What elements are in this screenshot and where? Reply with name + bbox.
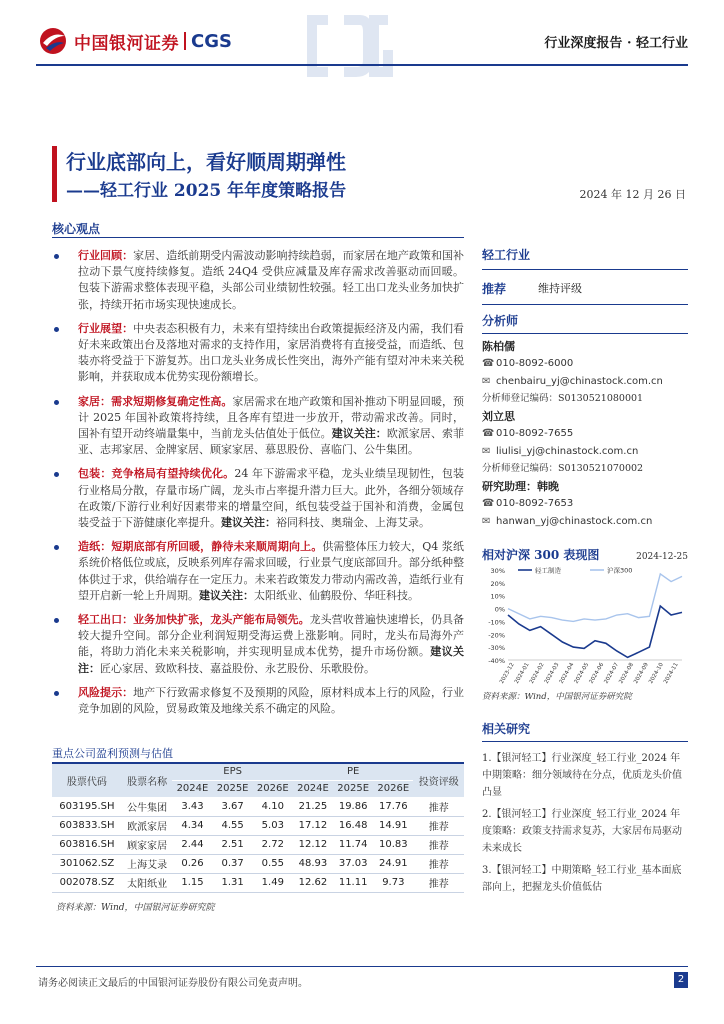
core-views-label: 核心观点 — [52, 222, 101, 236]
x-tick-label: 2023-12 — [499, 662, 516, 685]
table-title: 重点公司盈利预测与估值 — [52, 747, 173, 760]
y-tick-label: -20% — [488, 631, 505, 640]
cell-value: 19.86 — [333, 797, 373, 816]
cell-value: 2.51 — [213, 835, 253, 854]
cell-code: 301062.SZ — [52, 854, 122, 873]
col-header-year: 2026E — [253, 780, 293, 797]
report-title: 行业底部向上，看好顺周期弹性 — [66, 150, 346, 174]
panel-divider — [482, 333, 688, 334]
analyst-phone — [482, 424, 688, 442]
related-link[interactable]: 3.【银河轻工】中期策略_轻工行业_基本面底部向上，把握龙头价值低估 — [482, 865, 682, 893]
chart-title: 相对沪深 300 表现图 — [482, 548, 600, 562]
analyst-name: 陈柏儒 — [482, 340, 515, 353]
bullet-text: 24 年下游需求平稳，龙头业绩呈现韧性，包装行业格局分散，存量市场广阔，龙头市占率提升潜力巨大。此外，各细分领域存在政策/下游行业利好因素带来的增量空间，纸包装受益于国补和消费，金属包装受益于下游健康化率提升。 — [78, 467, 465, 530]
cell-value: 5.03 — [253, 816, 293, 835]
col-header-year: 2025E — [213, 780, 253, 797]
rating-row — [482, 276, 688, 300]
bullet-heading: 包装：竞争格局有望持续优化。 — [78, 467, 235, 481]
list-item — [52, 612, 464, 677]
list-item — [52, 685, 464, 717]
analyst-cert — [482, 460, 688, 476]
cell-value: 4.55 — [213, 816, 253, 835]
cell-code: 603195.SH — [52, 797, 122, 816]
table-row — [52, 816, 464, 835]
bullet-dot-icon — [54, 254, 59, 259]
y-tick-label: 0% — [494, 605, 505, 614]
cell-value: 37.03 — [333, 854, 373, 873]
cell-value: 0.37 — [213, 854, 253, 873]
brand-logo — [38, 26, 232, 56]
bullet-tail: 裕同科技、奥瑞金、上海艾录。 — [276, 516, 430, 530]
bullet-text: 龙头营收普遍快速增长，仍具备较大提升空间。部分企业利润短期受海运费上涨影响。同时，龙头布局海外产能，将助力消化未来关税影响，并实现明显成本优势，提升市场份额。 — [78, 613, 465, 659]
bullet-emphasis: 建议关注： — [221, 516, 276, 530]
series-line-hs300 — [508, 574, 682, 622]
report-subtitle: ——轻工行业 2025 年年度策略报告 — [66, 181, 347, 201]
bullet-text: 地产下行致需求修复不及预期的风险，原材料成本上行的风险，行业竞争加剧的风险，贸易政策及地缘关系不确定的风险。 — [78, 685, 465, 716]
table-row — [52, 854, 464, 873]
panel-divider — [482, 304, 688, 305]
section-divider — [52, 237, 464, 238]
col-header-pe: PE — [293, 763, 414, 780]
footer-divider — [36, 966, 688, 967]
assistant-email[interactable] — [482, 512, 688, 530]
related-title: 相关研究 — [482, 722, 531, 736]
legend-label: 沪深300 — [607, 566, 633, 575]
bullet-text: 供需整体压力较大，Q4 浆纸系统价格低位或底，反映系列库存需求回暖，行业景气度底部回升。部分纸种整体供过于求，供给端存在一定压力。未来若政策发力带动内需改善，造纸行业有望开启新一轮上升周期。 — [78, 540, 465, 602]
cell-value: 17.12 — [293, 816, 333, 835]
phone-icon: ☎ — [482, 357, 495, 369]
cert-label: 分析师登记编码： — [482, 463, 559, 474]
mail-icon: ✉ — [482, 375, 491, 387]
email-text[interactable]: liulisi_yj@chinastock.com.cn — [496, 445, 639, 457]
title-accent-bar — [52, 146, 57, 202]
bullet-dot-icon — [54, 691, 59, 696]
rating-value: 维持评级 — [538, 282, 582, 295]
x-tick-label: 2024-11 — [663, 662, 680, 685]
col-header-year: 2024E — [293, 780, 333, 797]
bullet-heading: 造纸：短期底部有所回暖，静待未来顺周期向上。 — [78, 540, 323, 554]
cell-value: 21.25 — [293, 797, 333, 816]
bullet-tail: 太阳纸业、仙鹤股份、华旺科技。 — [254, 588, 419, 602]
related-research-panel — [482, 720, 688, 901]
list-item — [52, 321, 464, 386]
assistant-phone — [482, 494, 688, 512]
col-header-year: 2024E — [172, 780, 212, 797]
cell-value: 4.34 — [172, 816, 212, 835]
cell-value: 0.55 — [253, 854, 293, 873]
col-header-rating: 投资评级 — [413, 763, 464, 797]
cell-name: 太阳纸业 — [122, 873, 173, 892]
cell-name: 欧派家居 — [122, 816, 173, 835]
cell-value: 16.48 — [333, 816, 373, 835]
list-item — [52, 394, 464, 459]
footer-disclaimer: 请务必阅读正文最后的中国银河证券股份有限公司免责声明。 — [38, 978, 308, 989]
legend-label: 轻工制造 — [535, 566, 561, 575]
analyst-email[interactable] — [482, 442, 688, 460]
bullet-emphasis: 建议关注： — [331, 427, 387, 441]
relative-performance-chart — [482, 562, 688, 686]
cell-name: 上海艾录 — [122, 854, 173, 873]
cell-rating: 推荐 — [413, 816, 464, 835]
col-header-year: 2026E — [373, 780, 413, 797]
bullet-emphasis: 建议关注： — [78, 645, 465, 675]
report-type: 行业深度报告 · 轻工行业 — [544, 36, 688, 51]
bullet-heading: 行业回顾： — [78, 249, 134, 262]
x-tick-label: 2024-05 — [573, 662, 591, 685]
phone-text: 010-8092-6000 — [496, 357, 574, 369]
brand-divider — [184, 32, 186, 50]
bullet-emphasis: 建议关注： — [199, 588, 254, 602]
cell-rating: 推荐 — [413, 873, 464, 892]
series-line-light-industry — [508, 606, 682, 657]
cell-value: 11.74 — [333, 835, 373, 854]
cell-value: 12.12 — [293, 835, 333, 854]
rating-label: 推荐 — [482, 281, 507, 296]
bullet-dot-icon — [54, 472, 59, 477]
bullet-heading: 风险提示： — [78, 685, 134, 699]
cell-code: 603816.SH — [52, 835, 122, 854]
report-date: 2024 年 12 月 26 日 — [579, 188, 686, 201]
cell-value: 4.10 — [253, 797, 293, 816]
cell-name: 顾家家居 — [122, 835, 173, 854]
cert-label: 分析师登记编码： — [482, 393, 559, 404]
cell-value: 3.43 — [172, 797, 212, 816]
bullet-dot-icon — [54, 327, 59, 332]
core-views-list — [52, 248, 464, 725]
phone-text: 010-8092-7655 — [496, 427, 574, 439]
analyst-email[interactable] — [482, 372, 688, 390]
chart-header — [482, 546, 688, 563]
cell-value: 17.76 — [373, 797, 413, 816]
y-tick-label: -40% — [488, 657, 505, 665]
bullet-text: 家居需求在地产政策和国补推动下明显回暖，预计 2025 年国补政策将持续，且各库有望进一步放开，带动需求改善。同时，国补有望开动终端量集中，当前龙头估值处于低位。 — [78, 394, 465, 441]
assistant-row — [482, 478, 688, 494]
industry-rating-panel — [482, 246, 688, 305]
bullet-dot-icon — [54, 618, 59, 623]
chart-source: 资料来源：Wind，中国银河证券研究院 — [482, 692, 632, 702]
cell-value: 11.11 — [333, 873, 373, 892]
chart-title-row — [482, 546, 688, 563]
table-row — [52, 873, 464, 892]
cell-value: 2.44 — [172, 835, 212, 854]
cell-value: 1.49 — [253, 873, 293, 892]
header-divider — [36, 64, 688, 66]
cell-rating: 推荐 — [413, 854, 464, 873]
cell-value: 12.62 — [293, 873, 333, 892]
cell-value: 1.15 — [172, 873, 212, 892]
panel-divider — [482, 741, 688, 742]
analyst-name: 刘立思 — [482, 410, 515, 423]
y-tick-label: -10% — [488, 618, 505, 627]
col-header-name: 股票名称 — [122, 763, 173, 797]
related-list — [482, 750, 688, 896]
x-tick-label: 2024-10 — [648, 662, 665, 685]
col-header-year: 2025E — [333, 780, 373, 797]
bullet-dot-icon — [54, 545, 59, 550]
cell-value: 24.91 — [373, 854, 413, 873]
analyst-cert — [482, 390, 688, 406]
chart-date: 2024-12-25 — [636, 552, 688, 562]
list-item — [52, 539, 464, 604]
phone-icon: ☎ — [482, 497, 495, 509]
brand-name-en: CGS — [191, 30, 232, 52]
x-tick-label: 2024-09 — [633, 662, 650, 685]
bullet-tail: 欧派家居、索菲亚、志邦家居、金牌家居、顾家家居、慕思股份、喜临门、公牛集团。 — [78, 427, 465, 457]
analyst-phone — [482, 354, 688, 372]
cell-value: 0.26 — [172, 854, 212, 873]
earnings-forecast-table — [52, 762, 464, 893]
x-tick-label: 2024-08 — [618, 662, 636, 685]
cell-code: 002078.SZ — [52, 873, 122, 892]
related-link[interactable]: 2.【银河轻工】行业深度_轻工行业_2024 年度策略：政策支持需求复苏，大家居布局驱动未来成长 — [482, 809, 682, 854]
list-item — [52, 248, 464, 313]
bullet-heading: 行业展望： — [78, 321, 134, 335]
brand-name-cn: 中国银河证券 — [74, 33, 179, 54]
cell-value: 10.83 — [373, 835, 413, 854]
table-source: 资料来源：Wind，中国银河证券研究院 — [56, 903, 215, 913]
page-number: 2 — [674, 972, 688, 988]
email-text[interactable]: hanwan_yj@chinastock.com.cn — [496, 515, 653, 527]
cell-value: 1.31 — [213, 873, 253, 892]
industry-title: 轻工行业 — [482, 248, 531, 262]
bullet-heading: 轻工出口：业务加快扩张，龙头产能布局领先。 — [78, 613, 310, 627]
y-tick-label: -30% — [488, 644, 505, 653]
y-tick-label: 30% — [490, 567, 505, 575]
mail-icon: ✉ — [482, 445, 491, 457]
cell-name: 公牛集团 — [122, 797, 173, 816]
cell-code: 603833.SH — [52, 816, 122, 835]
panel-divider — [482, 269, 688, 270]
analyst-title: 分析师 — [482, 314, 519, 328]
related-link[interactable]: 1.【银河轻工】行业深度_轻工行业_2024 年中期策略：细分领域待在分点，优质龙头价值凸显 — [482, 753, 682, 798]
cert-number: S0130521080001 — [558, 393, 644, 404]
assistant-label: 研究助理： — [482, 480, 537, 493]
mail-icon: ✉ — [482, 515, 491, 527]
x-tick-label: 2024-07 — [603, 662, 621, 685]
cell-rating: 推荐 — [413, 797, 464, 816]
table-row — [52, 797, 464, 816]
galaxy-logo-icon — [38, 26, 68, 56]
cert-number: S0130521070002 — [558, 463, 644, 474]
bullet-text: 家居、造纸前期受内需波动影响持续趋弱，而家居在地产政策和国补拉动下景气度持续修复。造纸 24Q4 受供应减量及库存需求改善驱动而回暖。包装下游需求整体表现平稳，头部公司业绩韧性较强。轻工出口龙头业务加快扩张，持续开拓市场实现快速成长。 — [78, 249, 465, 311]
cell-value: 3.67 — [213, 797, 253, 816]
bullet-heading: 家居：需求短期修复确定性高。 — [78, 394, 233, 408]
bullet-tail: 匠心家居、致欧科技、嘉益股份、永艺股份、乐歌股份。 — [100, 661, 375, 675]
table-row — [52, 835, 464, 854]
watermark-icon — [300, 10, 400, 82]
bullet-text: 中央表态积极有力，未来有望持续出台政策提振经济及内需，我们看好未来政策出台及落地对需求的支持作用，家居消费将有直接受益，而造纸、包装亦将受益于下游复苏。出口龙头业务成长性突出，海外产能有望对冲未来关税影响，并获取成本优势实现份额增长。 — [78, 321, 465, 384]
col-header-code: 股票代码 — [52, 763, 122, 797]
email-text[interactable]: chenbairu_yj@chinastock.com.cn — [496, 375, 663, 387]
x-tick-label: 2024-06 — [588, 662, 606, 685]
cell-value: 14.91 — [373, 816, 413, 835]
cell-value: 2.72 — [253, 835, 293, 854]
bullet-dot-icon — [54, 400, 59, 405]
cell-rating: 推荐 — [413, 835, 464, 854]
cell-value: 9.73 — [373, 873, 413, 892]
x-tick-label: 2024-03 — [543, 662, 561, 685]
phone-icon: ☎ — [482, 427, 495, 439]
list-item — [52, 466, 464, 531]
analyst-panel — [482, 312, 688, 530]
assistant-name: 韩晚 — [537, 480, 559, 493]
y-tick-label: 10% — [490, 592, 505, 601]
y-tick-label: 20% — [490, 579, 505, 588]
col-header-eps: EPS — [172, 763, 293, 780]
x-tick-label: 2024-02 — [528, 662, 546, 685]
x-tick-label: 2024-04 — [558, 662, 576, 685]
x-tick-label: 2024-01 — [513, 662, 531, 685]
cell-value: 48.93 — [293, 854, 333, 873]
phone-text: 010-8092-7653 — [496, 497, 574, 509]
